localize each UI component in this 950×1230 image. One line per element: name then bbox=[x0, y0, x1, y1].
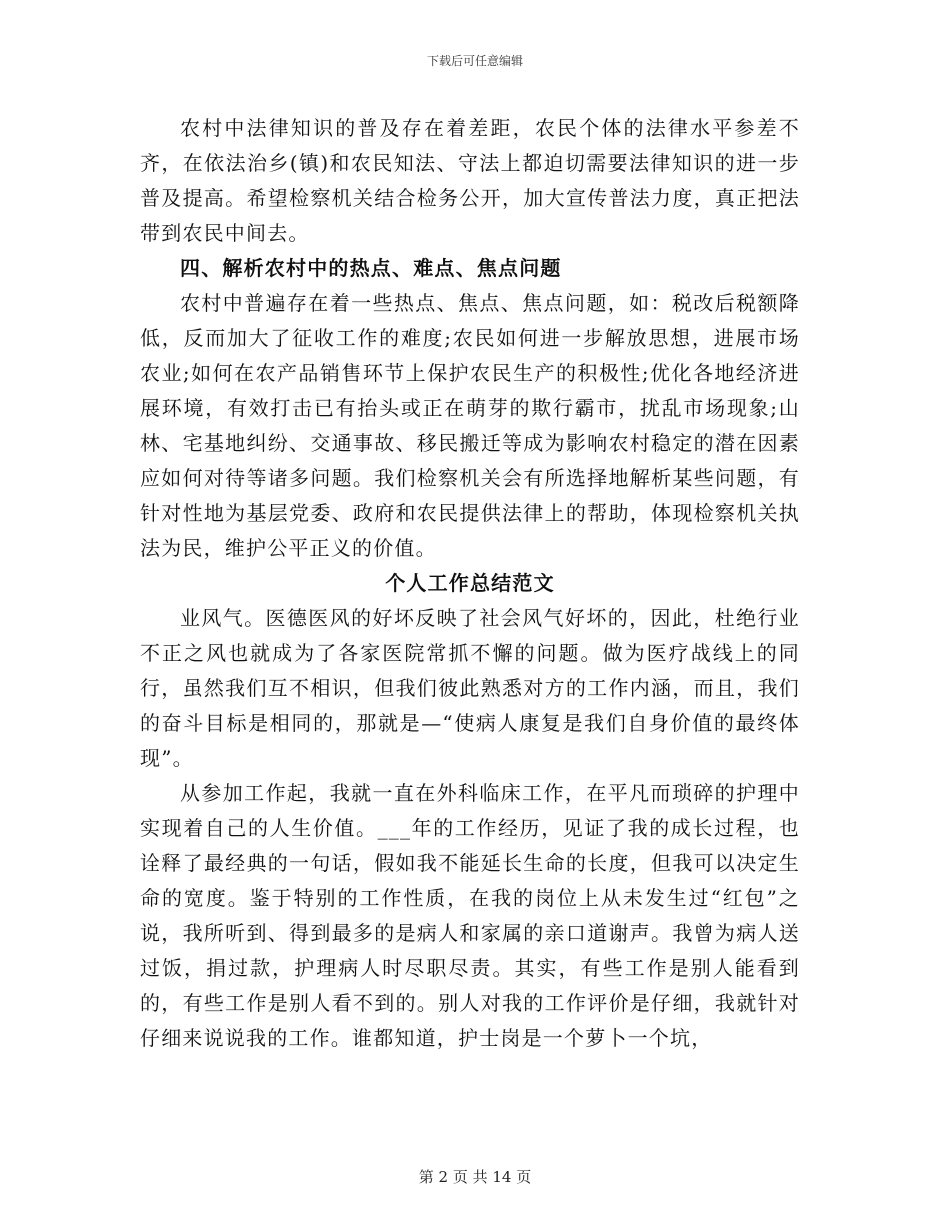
paragraph-legal-knowledge: 农村中法律知识的普及存在着差距，农民个体的法律水平参差不齐，在依法治乡(镇)和农民知法、守法上都迫切需要法律知识的进一步普及提高。希望检察机关结合检务公开，加大宣传普法力度，真正把法带到农民中间去。 bbox=[140, 116, 800, 245]
paragraph-medical-ethics: 业风气。医德医风的好坏反映了社会风气好坏的，因此，杜绝行业不正之风也就成为了各家医院常抓不懈的问题。做为医疗战线上的同行，虽然我们互不相识，但我们彼此熟悉对方的工作内涵，而且，我们的奋斗目标是相同的，那就是—“使病人康复是我们自身价值的最终体现”。 bbox=[140, 606, 800, 770]
page-footer: 第 2 页 共 14 页 bbox=[418, 1168, 532, 1186]
paragraph-rural-issues: 农村中普遍存在着一些热点、焦点、焦点问题，如：税改后税额降低，反而加大了征收工作的难度;农民如何进一步解放思想，进展市场农业;如何在农产品销售环节上保护农民生产的积极性;优化各地经济进展环境，有效打击已有抬头或正在萌芽的欺行霸市，扰乱市场现象;山林、宅基地纠纷、交通事故、移民搬迁等成为影响农村稳定的潜在因素应如何对待等诸多问题。我们检察机关会有所选择地解析某些问题，有针对性地为基层党委、政府和农民提供法律上的帮助，体现检察机关执法为民，维护公平正义的价值。 bbox=[140, 291, 800, 560]
document-title: 个人工作总结范文 bbox=[385, 571, 555, 595]
document-body bbox=[140, 111, 800, 1056]
paragraph-nursing-work: 从参加工作起，我就一直在外科临床工作，在平凡而琐碎的护理中实现着自己的人生价值。___年的工作经历，见证了我的成长过程，也诠释了最经典的一句话，假如我不能延长生命的长度，但我可以决定生命的宽度。鉴于特别的工作性质，在我的岗位上从未发生过“红包”之说，我所听到、得到最多的是病人和家属的亲口道谢声。我曾为病人送过饭，捐过款，护理病人时尽职尽责。其实，有些工作是别人能看到的，有些工作是别人看不到的。别人对我的工作评价是仔细，我就针对仔细来说说我的工作。谁都知道，护士岗是一个萝卜一个坑， bbox=[140, 781, 800, 1050]
section-heading-4: 四、解析农村中的热点、难点、焦点问题 bbox=[180, 256, 562, 280]
page-header: 下载后可任意编辑 bbox=[426, 54, 523, 68]
